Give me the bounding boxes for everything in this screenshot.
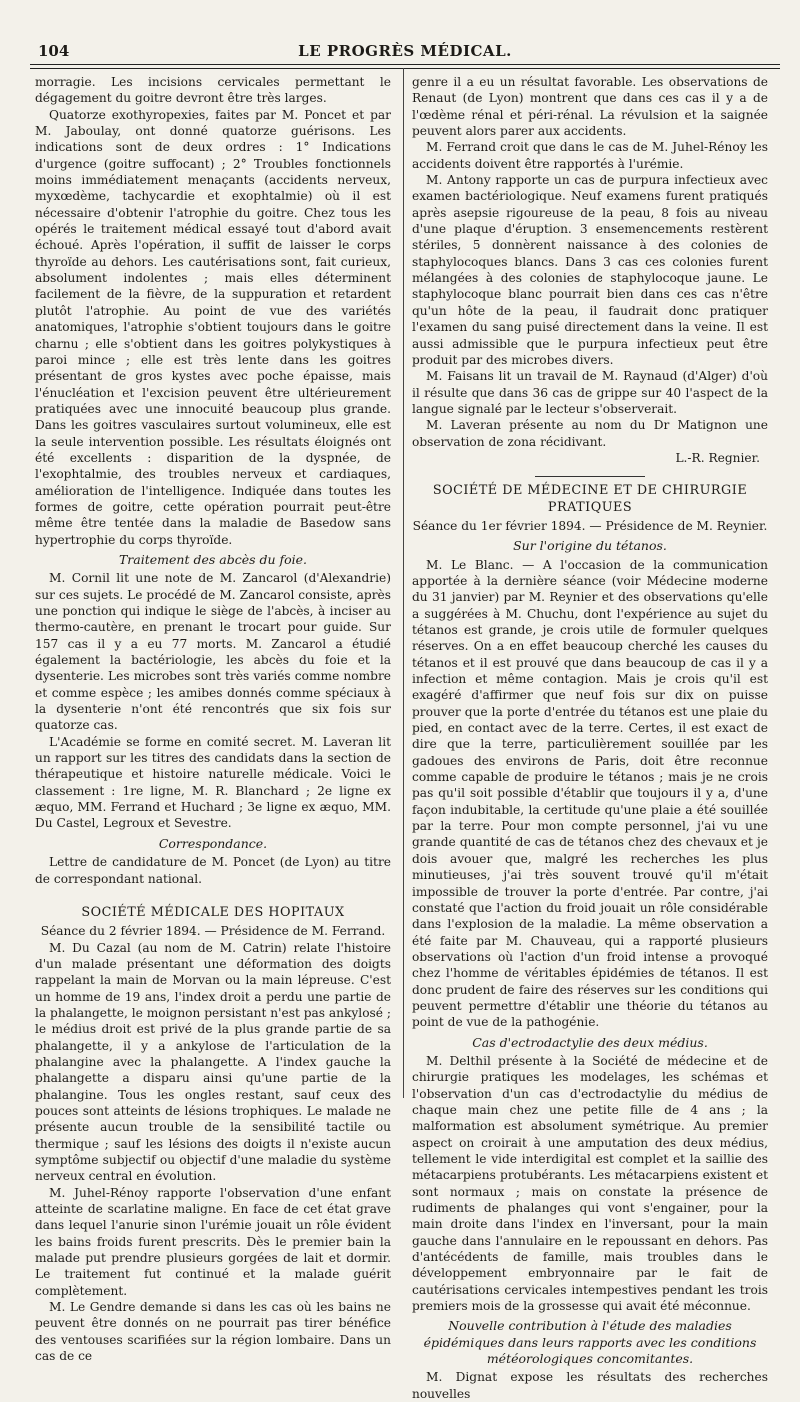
paragraph: genre il a eu un résultat favorable. Les observations de Renaut (de Lyon) montrent que dans ces cas il y a de l'œdème rénal et péri-rénal. La révulsion et la saignée peuvent alors parer aux accidents. [412, 75, 768, 139]
paragraph: Quatorze exothyropexies, faites par M. Poncet et par M. Jaboulay, ont donné quatorze guérisons. Les indications sont de deux ordres : 1° Indications d'urgence (goitre suffocant) ; 2° Troubles fonctionnels moins immédiatement menaçants (accidents nerveux, myxœdème, tachycardie et exophtalmie) où il est nécessaire d'obtenir l'atrophie du goitre. Chez tous les opérés le traitement médical essayé tout d'abord avait échoué. Après l'opération, il suffit de laisser le corps thyroïde au dehors. Les cautérisations sont, fait curieux, absolument indolentes ; mais elles déterminent facilement de la fièvre, de la suppuration et retardent plutôt l'atrophie. Au point de vue des variétés anatomiques, l'atrophie s'obtient toujours dans le goitre charnu ; elle s'obtient dans les goitres polykystiques à paroi mince ; elle est très lente dans les goitres présentant de gros kystes avec poche épaisse, mais l'énucléation et l'excision peuvent être ultérieurement pratiquées avec une innocuité beaucoup plus grande. Dans les goitres vasculaires surtout volumineux, elle est la seule intervention possible. Les résultats éloignés ont été excellents : disparition de la dyspnée, de l'exophtalmie, des troubles nerveux et cardiaques, amélioration de l'intelligence. Indiquée dans toutes les formes de goitre, cette opération pourrait peut-être même être tentée dans la maladie de Basedow sans hypertrophie du corps thyroïde. [35, 107, 391, 547]
section-heading: Correspondance. [158, 835, 268, 851]
author-signature: L.-R. Regnier. [675, 450, 760, 465]
paragraph: M. Du Cazal (au nom de M. Catrin) relate l'histoire d'un malade présentant une déformation des doigts rappelant la main de Morvan ou la main lépreuse. C'est un homme de 19 ans, l'index droit a perdu une partie de la phalangette, le moignon persistant n'est pas ankylosé ; le médius droit est privé de la plus grande partie de sa phalangette, il y a ankylose de l'articulation de la phalangine avec la phalangette. A l'index gauche la phalangette a disparu ainsi qu'une partie de la phalangine. Tous les ongles restant, sauf ceux des pouces sont atteints de lésions trophiques. Le malade ne présente aucun trouble de la sensibilité tactile ou thermique ; sauf les lésions des doigts il n'existe aucun symptôme subjectif ou objectif d'une maladie du système nerveux central en évolution. [35, 940, 391, 1184]
paragraph: M. Cornil lit une note de M. Zancarol (d'Alexandrie) sur ces sujets. Le procédé de M. Zancarol consiste, après une ponction qui indique le siège de l'abcès, à inciser au thermo-cautère, en prenant le trocart pour guide. Sur 157 cas il y a eu 77 morts. M. Zancarol a étudié également la bactériologie, les abcès du foie et la dysenterie. Les microbes sont très variés comme nombre et comme espèce ; les amibes donnés comme spéciaux à la dysenterie n'ont été rencontrés que six fois sur quatorze cas. [35, 571, 391, 733]
section-heading: Traitement des abcès du foie. [118, 551, 308, 567]
paragraph: M. Dignat expose les résultats des recherches nouvelles [412, 1370, 768, 1401]
section-heading: Cas d'ectrodactylie des deux médius. [472, 1034, 708, 1050]
right-column [412, 74, 768, 1402]
paragraph: M. Ferrand croit que dans le cas de M. Juhel-Rénoy les accidents doivent être rapportés à l'urémie. [412, 140, 768, 171]
society-title: SOCIÉTÉ DE MÉDECINE ET DE CHIRURGIE PRATIQUES [432, 483, 748, 515]
paragraph: M. Delthil présente à la Société de médecine et de chirurgie pratiques les modelages, les schémas et l'observation d'un cas d'ectrodactylie du médius de chaque main chez une petite fille de 4 ans ; la malformation est absolument symétrique. Au premier aspect on croirait à une amputation des deux médius, tellement le vide interdigital est complet et la saillie des métacarpiens protubérants. Les métacarpiens existent et sont normaux ; mais on constate la présence de rudiments de phalanges qui vont s'engainer, pour la main droite dans l'index en l'inversant, pour la main gauche dans l'annulaire en le repoussant en dehors. Pas d'antécédents de famille, mais troubles dans le développement embryonnaire par le fait de cautérisations cervicales intempestives pendant les trois premiers mois de la grossesse qui avait été méconnue. [412, 1053, 768, 1314]
section-heading: Nouvelle contribution à l'étude des maladies épidémiques dans leurs rapports avec les conditions météorologiques concomitantes. [423, 1318, 757, 1367]
paragraph: M. Juhel-Rénoy rapporte l'observation d'une enfant atteinte de scarlatine maligne. En face de cet état grave dans lequel l'anurie sinon l'urémie jouait un rôle évident les bains froids furent prescrits. Dès le premier bain la malade put prendre plusieurs gorgées de lait et dormir. Le traitement fut continué et la malade guérit complètement. [35, 1185, 391, 1298]
paragraph: morragie. Les incisions cervicales permettant le dégagement du goitre devront être très larges. [35, 75, 391, 106]
society-title: SOCIÉTÉ MÉDICALE DES HOPITAUX [81, 904, 345, 920]
paragraph: M. Faisans lit un travail de M. Raynaud (d'Alger) d'où il résulte que dans 36 cas de grippe sur 40 l'aspect de la langue signalé par le lecteur s'observerait. [412, 369, 768, 416]
paragraph: L'Académie se forme en comité secret. M. Laveran lit un rapport sur les titres des candidats dans la section de thérapeutique et histoire naturelle médicale. Voici le classement : 1re ligne, M. R. Blanchard ; 2e ligne ex æquo, MM. Ferrand et Huchard ; 3e ligne ex æquo, MM. Du Castel, Legroux et Sevestre. [35, 734, 391, 831]
section-rule [535, 476, 645, 477]
paragraph: M. Laveran présente au nom du Dr Matignon une observation de zona récidivant. [412, 418, 768, 449]
paragraph: Lettre de candidature de M. Poncet (de Lyon) au titre de correspondant national. [35, 855, 391, 886]
journal-title: LE PROGRÈS MÉDICAL. [298, 42, 512, 60]
left-column [35, 74, 391, 1364]
paragraph: M. Le Gendre demande si dans les cas où les bains ne peuvent être donnés on ne pourrait pas tirer bénéfice des ventouses scarifiées sur la région lombaire. Dans un cas de ce [35, 1300, 391, 1364]
paragraph: M. Antony rapporte un cas de purpura infectieux avec examen bactériologique. Neuf examens furent pratiqués après asepsie rigoureuse de la peau, 8 fois au niveau d'une plaque d'éruption. 3 ensemencements restèrent stériles, 5 donnèrent naissance à des colonies de staphylocoques blancs. Dans 3 cas ces colonies furent mélangées à des colonies de staphylocoque jaune. Le staphylocoque blanc pourrait bien dans ces cas n'être qu'un hôte de la peau, il faudrait donc pratiquer l'examen du sang puisé directement dans la veine. Il est aussi admissible que le purpura infectieux peut être produit par des microbes divers. [412, 173, 768, 367]
session-line: Séance du 1er février 1894. — Présidence de M. Reynier. [412, 518, 768, 533]
header-rule-thin [30, 68, 780, 69]
page-header [30, 38, 780, 66]
header-rule [30, 64, 780, 65]
session-line: Séance du 2 février 1894. — Présidence de M. Ferrand. [40, 924, 386, 939]
section-heading: Sur l'origine du tétanos. [513, 538, 667, 554]
paragraph: M. Le Blanc. — A l'occasion de la communication apportée à la dernière séance (voir Médecine moderne du 31 janvier) par M. Reynier et des observations qu'elle a suggérées à M. Chuchu, dont l'expérience au sujet du tétanos est grande, je crois utile de formuler quelques réserves. On a en effet beaucoup cherché les causes du tétanos et il est prouvé que dans beaucoup de cas il y a infection et même contagion. Mais je crois qu'il est exagéré d'affirmer que neuf fois sur dix on puisse prouver que la porte d'entrée du tétanos est une plaie du pied, en contact avec de la terre. Certes, il est exact de dire que la terre, particulièrement souillée par les gadoues des environs de Paris, doit être reconnue comme capable de produire le tétanos ; mais je ne crois pas qu'il soit possible d'établir que toujours il y a, d'une façon indubitable, la certitude qu'une plaie a été souillée par la terre. Pour mon compte personnel, j'ai vu une grande quantité de cas de tétanos chez des chevaux et je dois avouer que, malgré les recherches les plus minutieuses, j'ai très souvent trouvé qu'il m'était impossible de trouver la porte d'entrée. Par contre, j'ai constaté que l'action du froid jouait un rôle considérable dans l'explosion de la maladie. La même observation a été faite par M. Chauveau, qui a rapporté plusieurs observations où l'action d'un froid intense a provoqué chez l'homme de véritables épidémies de tétanos. Il est donc prudent de faire des réserves sur les conditions qui peuvent permettre d'établir une théorie du tétanos au point de vue de la pathogénie. [412, 557, 768, 1030]
page-number: 104 [38, 42, 70, 60]
column-divider [403, 68, 404, 1098]
